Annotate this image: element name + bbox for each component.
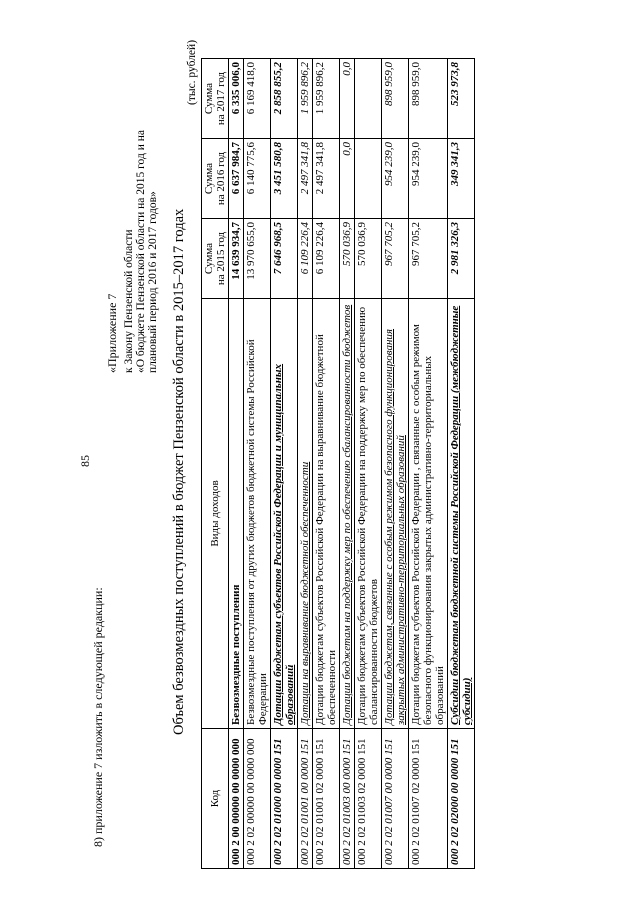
header-year-label: на 2017 год	[215, 71, 227, 126]
row-sum-2015: 6 109 226,4	[313, 219, 340, 299]
row-name: Дотации бюджетам субъектов Российской Федерации на выравнивание бюджетной обеспеченности	[313, 299, 340, 729]
table-row	[244, 59, 271, 869]
row-sum-2016: 0,0	[340, 139, 355, 219]
row-name: Дотации бюджетам на поддержку мер по обеспечению сбалансированности бюджетов	[340, 299, 355, 729]
row-code: 000 2 00 00000 00 0000 000	[229, 729, 244, 869]
amendment-line: 8) приложение 7 изложить в следующей редакции:	[91, 587, 105, 847]
row-name: Субсидии бюджетам бюджетной системы Российской Федерации (межбюджетные субсидии)	[448, 299, 475, 729]
row-sum-2016: 2 497 341,8	[298, 139, 313, 219]
row-sum-2017: 1 959 896,2	[298, 59, 313, 139]
table-row	[340, 59, 355, 869]
header-name: Виды доходов	[202, 299, 229, 729]
appendix-label: «Приложение 7	[105, 293, 119, 373]
row-sum-2016: 6 637 984,7	[229, 139, 244, 219]
row-sum-2015: 14 639 934,7	[229, 219, 244, 299]
table-row	[298, 59, 313, 869]
row-code: 000 2 02 01001 00 0000 151	[298, 729, 313, 869]
row-name: Дотации бюджетам субъектов Российской Федерации , связанные с особым режимом безопасного функционирования закрытых административно-территориальных образований	[409, 299, 448, 729]
row-sum-2015: 6 109 226,4	[298, 219, 313, 299]
row-sum-2016	[355, 139, 382, 219]
table-row	[271, 59, 298, 869]
row-name: Безвозмездные поступления от других бюджетов бюджетной системы Российской Федерации	[244, 299, 271, 729]
header-sum-2015	[202, 219, 229, 299]
law-reference	[123, 130, 159, 373]
row-code: 000 2 02 01000 00 0000 151	[271, 729, 298, 869]
row-sum-2015: 570 036,9	[355, 219, 382, 299]
row-name: Дотации бюджетам субъектов Российской Федерации на поддержку мер по обеспечению сбалансированности бюджетов	[355, 299, 382, 729]
law-reference-line: «О бюджете Пензенской области на 2015 год и на	[135, 130, 147, 373]
row-sum-2015: 2 981 326,3	[448, 219, 475, 299]
row-sum-2017: 6 169 418,0	[244, 59, 271, 139]
row-sum-2017: 6 335 006,0	[229, 59, 244, 139]
header-year-label: на 2015 год	[215, 231, 227, 286]
row-sum-2015: 7 646 968,5	[271, 219, 298, 299]
row-sum-2016: 954 239,0	[409, 139, 448, 219]
header-sum-2017	[202, 59, 229, 139]
row-sum-2017: 898 959,0	[382, 59, 409, 139]
row-sum-2017: 523 973,8	[448, 59, 475, 139]
row-sum-2017: 2 858 855,2	[271, 59, 298, 139]
row-name: Дотации на выравнивание бюджетной обеспеченности	[298, 299, 313, 729]
row-sum-2017: 0,0	[340, 59, 355, 139]
row-code: 000 2 02 02000 00 0000 151	[448, 729, 475, 869]
row-code: 000 2 02 01007 02 0000 151	[409, 729, 448, 869]
law-reference-line: плановый период 2016 и 2017 годов»	[147, 191, 159, 373]
row-name: Дотации бюджетам, связанные с особым режимом безопасного функционирования закрытых административно-территориальных образований	[382, 299, 409, 729]
row-sum-2016: 3 451 580,8	[271, 139, 298, 219]
table-row	[409, 59, 448, 869]
row-sum-2016: 6 140 775,6	[244, 139, 271, 219]
law-reference-line: к Закону Пензенской области	[123, 229, 135, 373]
table-header-row	[202, 59, 229, 869]
row-sum-2017: 1 959 896,2	[313, 59, 340, 139]
header-sum-label: Сумма	[203, 242, 215, 275]
row-name: Безвозмездные поступления	[229, 299, 244, 729]
page-number: 85	[78, 455, 92, 467]
row-sum-2015: 967 705,2	[382, 219, 409, 299]
row-sum-2015: 967 705,2	[409, 219, 448, 299]
header-code: Код	[202, 729, 229, 869]
header-sum-2016	[202, 139, 229, 219]
revenue-table	[201, 58, 475, 869]
table-row	[313, 59, 340, 869]
row-sum-2016: 954 239,0	[382, 139, 409, 219]
row-code: 000 2 02 01003 00 0000 151	[340, 729, 355, 869]
row-code: 000 2 02 01003 02 0000 151	[355, 729, 382, 869]
row-code: 000 2 02 00000 00 0000 000	[244, 729, 271, 869]
row-sum-2015: 13 970 655,0	[244, 219, 271, 299]
header-sum-label: Сумма	[203, 82, 215, 115]
row-code: 000 2 02 01001 02 0000 151	[313, 729, 340, 869]
table-row	[448, 59, 475, 869]
row-sum-2015: 570 036,9	[340, 219, 355, 299]
table-row	[382, 59, 409, 869]
table-title: Объем безвозмездных поступлений в бюджет Пензенской области в 2015–2017 годах	[171, 208, 187, 735]
unit-label: (тыс. рублей)	[186, 39, 198, 105]
header-year-label: на 2016 год	[215, 151, 227, 206]
table-row	[229, 59, 244, 869]
row-sum-2017: 898 959,0	[409, 59, 448, 139]
row-sum-2016: 349 341,3	[448, 139, 475, 219]
row-sum-2017	[355, 59, 382, 139]
row-sum-2016: 2 497 341,8	[313, 139, 340, 219]
row-code: 000 2 02 01007 00 0000 151	[382, 729, 409, 869]
header-sum-label: Сумма	[203, 162, 215, 195]
row-name: Дотации бюджетам субъектов Российской Федерации и муниципальных образований	[271, 299, 298, 729]
table-row	[355, 59, 382, 869]
table-body	[229, 59, 475, 869]
